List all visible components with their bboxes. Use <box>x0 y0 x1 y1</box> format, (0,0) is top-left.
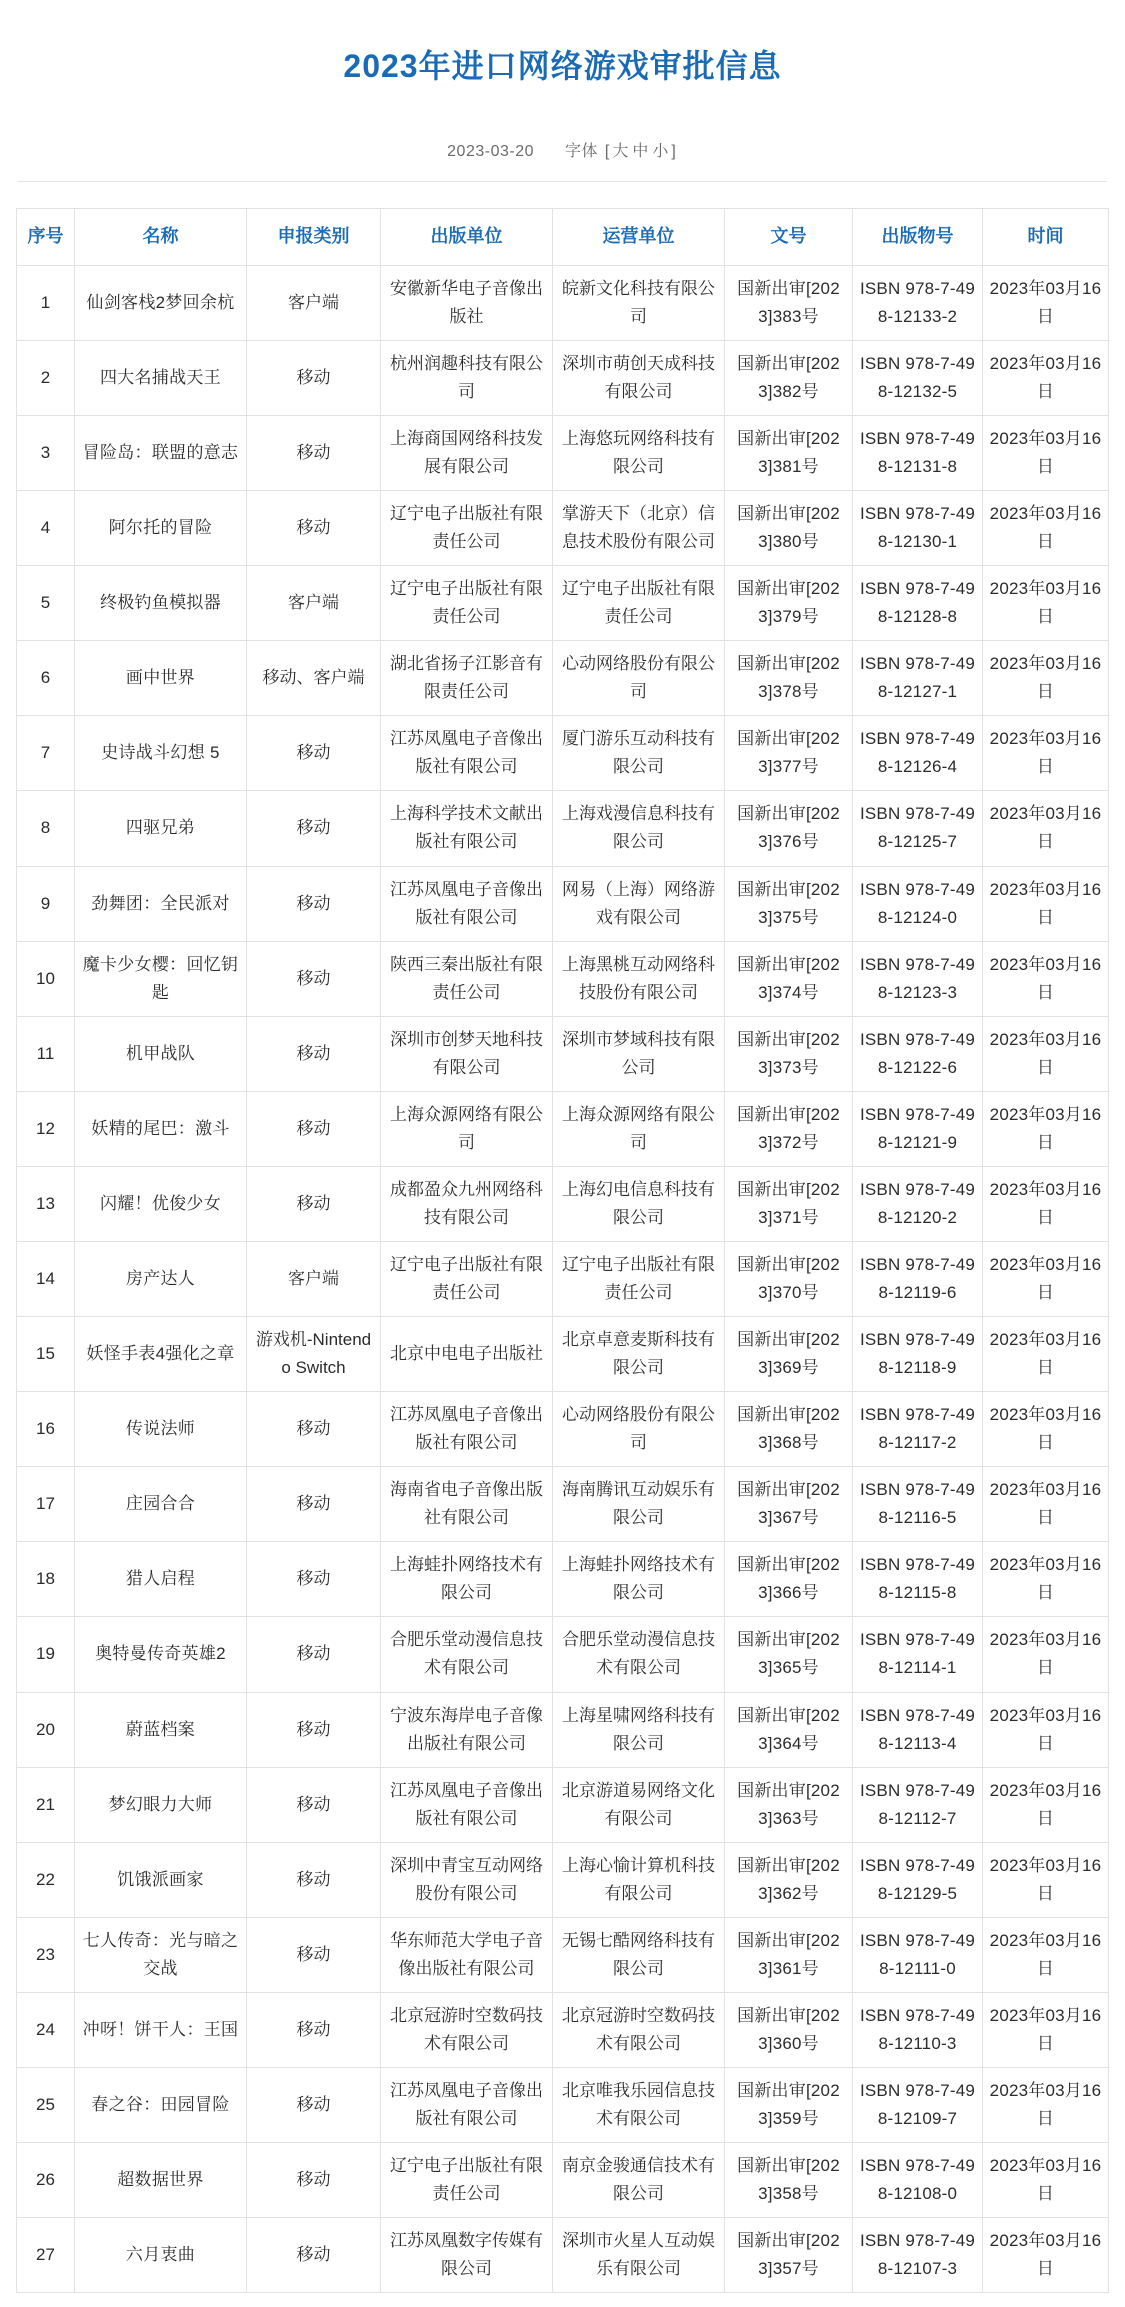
cell-index: 19 <box>17 1617 75 1692</box>
table-container <box>0 182 1125 2307</box>
cell-category: 移动 <box>247 2143 381 2218</box>
cell-date: 2023年03月16日 <box>983 1767 1109 1842</box>
cell-publisher: 深圳中青宝互动网络股份有限公司 <box>381 1842 553 1917</box>
cell-operator: 心动网络股份有限公司 <box>553 1392 725 1467</box>
table-row <box>17 1241 1109 1316</box>
cell-index: 14 <box>17 1241 75 1316</box>
table-row <box>17 1842 1109 1917</box>
cell-name: 妖精的尾巴：激斗 <box>75 1091 247 1166</box>
cell-date: 2023年03月16日 <box>983 1166 1109 1241</box>
cell-name: 房产达人 <box>75 1241 247 1316</box>
column-header-category: 申报类别 <box>247 209 381 266</box>
table-row <box>17 641 1109 716</box>
cell-publisher: 安徽新华电子音像出版社 <box>381 265 553 340</box>
cell-doc-no: 国新出审[2023]383号 <box>725 265 853 340</box>
table-row <box>17 1317 1109 1392</box>
cell-doc-no: 国新出审[2023]365号 <box>725 1617 853 1692</box>
cell-name: 史诗战斗幻想 5 <box>75 716 247 791</box>
cell-publisher: 辽宁电子出版社有限责任公司 <box>381 1241 553 1316</box>
cell-doc-no: 国新出审[2023]358号 <box>725 2143 853 2218</box>
table-row <box>17 1992 1109 2067</box>
cell-category: 移动 <box>247 1767 381 1842</box>
cell-operator: 北京唯我乐园信息技术有限公司 <box>553 2068 725 2143</box>
table-row <box>17 1467 1109 1542</box>
cell-category: 移动 <box>247 1617 381 1692</box>
cell-name: 冒险岛：联盟的意志 <box>75 415 247 490</box>
cell-doc-no: 国新出审[2023]359号 <box>725 2068 853 2143</box>
cell-isbn: ISBN 978-7-498-12107-3 <box>853 2218 983 2293</box>
cell-operator: 深圳市萌创天成科技有限公司 <box>553 340 725 415</box>
cell-isbn: ISBN 978-7-498-12126-4 <box>853 716 983 791</box>
cell-category: 客户端 <box>247 1241 381 1316</box>
cell-index: 11 <box>17 1016 75 1091</box>
cell-name: 超数据世界 <box>75 2143 247 2218</box>
cell-isbn: ISBN 978-7-498-12112-7 <box>853 1767 983 1842</box>
cell-operator: 皖新文化科技有限公司 <box>553 265 725 340</box>
cell-index: 24 <box>17 1992 75 2067</box>
cell-isbn: ISBN 978-7-498-12110-3 <box>853 1992 983 2067</box>
cell-doc-no: 国新出审[2023]364号 <box>725 1692 853 1767</box>
cell-category: 游戏机-Nintendo Switch <box>247 1317 381 1392</box>
cell-publisher: 上海众源网络有限公司 <box>381 1091 553 1166</box>
cell-date: 2023年03月16日 <box>983 265 1109 340</box>
table-row <box>17 1166 1109 1241</box>
cell-operator: 无锡七酷网络科技有限公司 <box>553 1917 725 1992</box>
cell-operator: 掌游天下（北京）信息技术股份有限公司 <box>553 491 725 566</box>
cell-date: 2023年03月16日 <box>983 791 1109 866</box>
cell-publisher: 北京中电电子出版社 <box>381 1317 553 1392</box>
column-header-name: 名称 <box>75 209 247 266</box>
cell-publisher: 江苏凤凰电子音像出版社有限公司 <box>381 1392 553 1467</box>
cell-name: 妖怪手表4强化之章 <box>75 1317 247 1392</box>
cell-date: 2023年03月16日 <box>983 1016 1109 1091</box>
cell-isbn: ISBN 978-7-498-12114-1 <box>853 1617 983 1692</box>
cell-index: 12 <box>17 1091 75 1166</box>
cell-name: 庄园合合 <box>75 1467 247 1542</box>
cell-publisher: 江苏凤凰电子音像出版社有限公司 <box>381 1767 553 1842</box>
table-row <box>17 1617 1109 1692</box>
table-row <box>17 1917 1109 1992</box>
cell-doc-no: 国新出审[2023]374号 <box>725 941 853 1016</box>
cell-publisher: 深圳市创梦天地科技有限公司 <box>381 1016 553 1091</box>
table-row <box>17 1016 1109 1091</box>
cell-category: 移动 <box>247 1917 381 1992</box>
cell-date: 2023年03月16日 <box>983 415 1109 490</box>
cell-operator: 上海幻电信息科技有限公司 <box>553 1166 725 1241</box>
cell-isbn: ISBN 978-7-498-12118-9 <box>853 1317 983 1392</box>
page-title: 2023年进口网络游戏审批信息 <box>343 48 782 85</box>
cell-isbn: ISBN 978-7-498-12115-8 <box>853 1542 983 1617</box>
cell-name: 冲呀！饼干人：王国 <box>75 1992 247 2067</box>
cell-name: 仙剑客栈2梦回余杭 <box>75 265 247 340</box>
table-row <box>17 1542 1109 1617</box>
cell-category: 移动 <box>247 2068 381 2143</box>
cell-operator: 上海黑桃互动网络科技股份有限公司 <box>553 941 725 1016</box>
cell-operator: 北京冠游时空数码技术有限公司 <box>553 1992 725 2067</box>
cell-operator: 北京卓意麦斯科技有限公司 <box>553 1317 725 1392</box>
table-row <box>17 791 1109 866</box>
table-body <box>17 265 1109 2293</box>
cell-date: 2023年03月16日 <box>983 1241 1109 1316</box>
cell-index: 17 <box>17 1467 75 1542</box>
cell-doc-no: 国新出审[2023]375号 <box>725 866 853 941</box>
table-row <box>17 566 1109 641</box>
cell-doc-no: 国新出审[2023]361号 <box>725 1917 853 1992</box>
page-root <box>0 21 1125 2307</box>
table-row <box>17 941 1109 1016</box>
cell-date: 2023年03月16日 <box>983 491 1109 566</box>
cell-doc-no: 国新出审[2023]373号 <box>725 1016 853 1091</box>
cell-index: 16 <box>17 1392 75 1467</box>
cell-category: 移动 <box>247 866 381 941</box>
cell-doc-no: 国新出审[2023]360号 <box>725 1992 853 2067</box>
bracket-open: [ <box>604 143 612 161</box>
cell-isbn: ISBN 978-7-498-12127-1 <box>853 641 983 716</box>
cell-name: 机甲战队 <box>75 1016 247 1091</box>
cell-publisher: 江苏凤凰电子音像出版社有限公司 <box>381 866 553 941</box>
cell-index: 7 <box>17 716 75 791</box>
column-header-publisher: 出版单位 <box>381 209 553 266</box>
cell-category: 移动 <box>247 716 381 791</box>
table-header-row <box>17 209 1109 266</box>
column-header-date: 时间 <box>983 209 1109 266</box>
cell-isbn: ISBN 978-7-498-12116-5 <box>853 1467 983 1542</box>
cell-date: 2023年03月16日 <box>983 1467 1109 1542</box>
cell-operator: 心动网络股份有限公司 <box>553 641 725 716</box>
cell-name: 终极钓鱼模拟器 <box>75 566 247 641</box>
cell-date: 2023年03月16日 <box>983 1091 1109 1166</box>
cell-doc-no: 国新出审[2023]367号 <box>725 1467 853 1542</box>
cell-publisher: 江苏凤凰电子音像出版社有限公司 <box>381 2068 553 2143</box>
table-row <box>17 265 1109 340</box>
table-row <box>17 1692 1109 1767</box>
cell-isbn: ISBN 978-7-498-12130-1 <box>853 491 983 566</box>
table-row <box>17 2218 1109 2293</box>
table-row <box>17 2143 1109 2218</box>
cell-isbn: ISBN 978-7-498-12122-6 <box>853 1016 983 1091</box>
cell-operator: 南京金骏通信技术有限公司 <box>553 2143 725 2218</box>
cell-isbn: ISBN 978-7-498-12133-2 <box>853 265 983 340</box>
cell-date: 2023年03月16日 <box>983 2068 1109 2143</box>
cell-publisher: 成都盈众九州网络科技有限公司 <box>381 1166 553 1241</box>
cell-publisher: 上海蛙扑网络技术有限公司 <box>381 1542 553 1617</box>
cell-date: 2023年03月16日 <box>983 1917 1109 1992</box>
cell-isbn: ISBN 978-7-498-12121-9 <box>853 1091 983 1166</box>
cell-date: 2023年03月16日 <box>983 2218 1109 2293</box>
cell-date: 2023年03月16日 <box>983 941 1109 1016</box>
cell-publisher: 湖北省扬子江影音有限责任公司 <box>381 641 553 716</box>
cell-index: 26 <box>17 2143 75 2218</box>
article-meta <box>0 116 1125 181</box>
cell-index: 22 <box>17 1842 75 1917</box>
cell-index: 20 <box>17 1692 75 1767</box>
cell-index: 13 <box>17 1166 75 1241</box>
cell-operator: 厦门游乐互动科技有限公司 <box>553 716 725 791</box>
cell-name: 四驱兄弟 <box>75 791 247 866</box>
cell-doc-no: 国新出审[2023]381号 <box>725 415 853 490</box>
cell-publisher: 宁波东海岸电子音像出版社有限公司 <box>381 1692 553 1767</box>
cell-publisher: 辽宁电子出版社有限责任公司 <box>381 491 553 566</box>
cell-publisher: 辽宁电子出版社有限责任公司 <box>381 566 553 641</box>
table-row <box>17 1767 1109 1842</box>
cell-doc-no: 国新出审[2023]369号 <box>725 1317 853 1392</box>
approval-table <box>16 208 1109 2293</box>
cell-publisher: 华东师范大学电子音像出版社有限公司 <box>381 1917 553 1992</box>
cell-publisher: 辽宁电子出版社有限责任公司 <box>381 2143 553 2218</box>
table-row <box>17 1091 1109 1166</box>
cell-operator: 网易（上海）网络游戏有限公司 <box>553 866 725 941</box>
cell-isbn: ISBN 978-7-498-12117-2 <box>853 1392 983 1467</box>
cell-publisher: 上海商国网络科技发展有限公司 <box>381 415 553 490</box>
cell-category: 移动 <box>247 1992 381 2067</box>
cell-date: 2023年03月16日 <box>983 1992 1109 2067</box>
cell-doc-no: 国新出审[2023]363号 <box>725 1767 853 1842</box>
publish-date: 2023-03-20 <box>447 143 534 161</box>
cell-isbn: ISBN 978-7-498-12123-3 <box>853 941 983 1016</box>
cell-category: 移动 <box>247 1016 381 1091</box>
cell-name: 饥饿派画家 <box>75 1842 247 1917</box>
cell-name: 魔卡少女樱：回忆钥匙 <box>75 941 247 1016</box>
cell-doc-no: 国新出审[2023]371号 <box>725 1166 853 1241</box>
cell-doc-no: 国新出审[2023]376号 <box>725 791 853 866</box>
cell-category: 移动 <box>247 1091 381 1166</box>
cell-date: 2023年03月16日 <box>983 566 1109 641</box>
cell-isbn: ISBN 978-7-498-12131-8 <box>853 415 983 490</box>
cell-index: 27 <box>17 2218 75 2293</box>
cell-index: 4 <box>17 491 75 566</box>
cell-isbn: ISBN 978-7-498-12132-5 <box>853 340 983 415</box>
table-row <box>17 415 1109 490</box>
font-size-label: 字体 <box>564 143 598 161</box>
cell-publisher: 北京冠游时空数码技术有限公司 <box>381 1992 553 2067</box>
cell-date: 2023年03月16日 <box>983 716 1109 791</box>
cell-name: 猎人启程 <box>75 1542 247 1617</box>
cell-date: 2023年03月16日 <box>983 1692 1109 1767</box>
cell-operator: 辽宁电子出版社有限责任公司 <box>553 1241 725 1316</box>
cell-operator: 深圳市火星人互动娱乐有限公司 <box>553 2218 725 2293</box>
cell-category: 移动、客户端 <box>247 641 381 716</box>
cell-category: 移动 <box>247 415 381 490</box>
cell-publisher: 江苏凤凰数字传媒有限公司 <box>381 2218 553 2293</box>
cell-category: 移动 <box>247 1166 381 1241</box>
cell-doc-no: 国新出审[2023]380号 <box>725 491 853 566</box>
cell-index: 9 <box>17 866 75 941</box>
cell-name: 劲舞团：全民派对 <box>75 866 247 941</box>
cell-doc-no: 国新出审[2023]362号 <box>725 1842 853 1917</box>
cell-doc-no: 国新出审[2023]366号 <box>725 1542 853 1617</box>
cell-isbn: ISBN 978-7-498-12111-0 <box>853 1917 983 1992</box>
cell-index: 3 <box>17 415 75 490</box>
table-head <box>17 209 1109 266</box>
bracket-close: ] <box>671 143 678 161</box>
cell-doc-no: 国新出审[2023]382号 <box>725 340 853 415</box>
cell-category: 移动 <box>247 491 381 566</box>
cell-isbn: ISBN 978-7-498-12108-0 <box>853 2143 983 2218</box>
cell-category: 客户端 <box>247 566 381 641</box>
cell-date: 2023年03月16日 <box>983 340 1109 415</box>
table-row <box>17 491 1109 566</box>
cell-isbn: ISBN 978-7-498-12125-7 <box>853 791 983 866</box>
cell-name: 七人传奇：光与暗之交战 <box>75 1917 247 1992</box>
cell-doc-no: 国新出审[2023]379号 <box>725 566 853 641</box>
cell-name: 六月衷曲 <box>75 2218 247 2293</box>
cell-name: 梦幻眼力大师 <box>75 1767 247 1842</box>
cell-operator: 上海心愉计算机科技有限公司 <box>553 1842 725 1917</box>
cell-publisher: 合肥乐堂动漫信息技术有限公司 <box>381 1617 553 1692</box>
cell-isbn: ISBN 978-7-498-12113-4 <box>853 1692 983 1767</box>
cell-date: 2023年03月16日 <box>983 1317 1109 1392</box>
cell-operator: 上海众源网络有限公司 <box>553 1091 725 1166</box>
cell-index: 10 <box>17 941 75 1016</box>
cell-date: 2023年03月16日 <box>983 1542 1109 1617</box>
table-row <box>17 1392 1109 1467</box>
cell-publisher: 杭州润趣科技有限公司 <box>381 340 553 415</box>
cell-name: 春之谷：田园冒险 <box>75 2068 247 2143</box>
cell-category: 客户端 <box>247 265 381 340</box>
table-row <box>17 716 1109 791</box>
cell-category: 移动 <box>247 1692 381 1767</box>
cell-operator: 合肥乐堂动漫信息技术有限公司 <box>553 1617 725 1692</box>
cell-index: 6 <box>17 641 75 716</box>
font-size-medium[interactable]: 中 <box>632 143 651 161</box>
cell-doc-no: 国新出审[2023]378号 <box>725 641 853 716</box>
table-row <box>17 340 1109 415</box>
font-size-controls <box>605 143 678 160</box>
cell-category: 移动 <box>247 340 381 415</box>
cell-index: 5 <box>17 566 75 641</box>
cell-name: 画中世界 <box>75 641 247 716</box>
cell-publisher: 江苏凤凰电子音像出版社有限公司 <box>381 716 553 791</box>
cell-isbn: ISBN 978-7-498-12129-5 <box>853 1842 983 1917</box>
column-header-index: 序号 <box>17 209 75 266</box>
cell-isbn: ISBN 978-7-498-12109-7 <box>853 2068 983 2143</box>
cell-isbn: ISBN 978-7-498-12128-8 <box>853 566 983 641</box>
cell-name: 奥特曼传奇英雄2 <box>75 1617 247 1692</box>
cell-doc-no: 国新出审[2023]368号 <box>725 1392 853 1467</box>
cell-isbn: ISBN 978-7-498-12119-6 <box>853 1241 983 1316</box>
cell-category: 移动 <box>247 791 381 866</box>
column-header-isbn: 出版物号 <box>853 209 983 266</box>
cell-category: 移动 <box>247 1842 381 1917</box>
cell-publisher: 上海科学技术文献出版社有限公司 <box>381 791 553 866</box>
cell-category: 移动 <box>247 941 381 1016</box>
table-row <box>17 2068 1109 2143</box>
cell-category: 移动 <box>247 1467 381 1542</box>
cell-operator: 上海星啸网络科技有限公司 <box>553 1692 725 1767</box>
cell-operator: 辽宁电子出版社有限责任公司 <box>553 566 725 641</box>
cell-date: 2023年03月16日 <box>983 641 1109 716</box>
cell-index: 25 <box>17 2068 75 2143</box>
cell-index: 8 <box>17 791 75 866</box>
cell-operator: 海南腾讯互动娱乐有限公司 <box>553 1467 725 1542</box>
cell-doc-no: 国新出审[2023]372号 <box>725 1091 853 1166</box>
cell-index: 15 <box>17 1317 75 1392</box>
cell-doc-no: 国新出审[2023]377号 <box>725 716 853 791</box>
cell-operator: 上海蛙扑网络技术有限公司 <box>553 1542 725 1617</box>
cell-index: 2 <box>17 340 75 415</box>
cell-category: 移动 <box>247 1542 381 1617</box>
cell-doc-no: 国新出审[2023]370号 <box>725 1241 853 1316</box>
font-size-small[interactable]: 小 <box>652 143 671 161</box>
cell-date: 2023年03月16日 <box>983 2143 1109 2218</box>
cell-category: 移动 <box>247 1392 381 1467</box>
cell-index: 21 <box>17 1767 75 1842</box>
cell-doc-no: 国新出审[2023]357号 <box>725 2218 853 2293</box>
cell-operator: 深圳市梦域科技有限公司 <box>553 1016 725 1091</box>
cell-name: 传说法师 <box>75 1392 247 1467</box>
cell-category: 移动 <box>247 2218 381 2293</box>
table-row <box>17 866 1109 941</box>
cell-date: 2023年03月16日 <box>983 1392 1109 1467</box>
cell-name: 蔚蓝档案 <box>75 1692 247 1767</box>
column-header-operator: 运营单位 <box>553 209 725 266</box>
cell-name: 阿尔托的冒险 <box>75 491 247 566</box>
column-header-doc-no: 文号 <box>725 209 853 266</box>
cell-operator: 北京游道易网络文化有限公司 <box>553 1767 725 1842</box>
cell-publisher: 海南省电子音像出版社有限公司 <box>381 1467 553 1542</box>
cell-publisher: 陕西三秦出版社有限责任公司 <box>381 941 553 1016</box>
cell-isbn: ISBN 978-7-498-12124-0 <box>853 866 983 941</box>
cell-name: 四大名捕战天王 <box>75 340 247 415</box>
cell-date: 2023年03月16日 <box>983 1617 1109 1692</box>
cell-date: 2023年03月16日 <box>983 1842 1109 1917</box>
cell-operator: 上海悠玩网络科技有限公司 <box>553 415 725 490</box>
cell-index: 23 <box>17 1917 75 1992</box>
cell-index: 1 <box>17 265 75 340</box>
cell-date: 2023年03月16日 <box>983 866 1109 941</box>
font-size-large[interactable]: 大 <box>612 143 631 161</box>
cell-index: 18 <box>17 1542 75 1617</box>
cell-isbn: ISBN 978-7-498-12120-2 <box>853 1166 983 1241</box>
cell-operator: 上海戏漫信息科技有限公司 <box>553 791 725 866</box>
cell-name: 闪耀！优俊少女 <box>75 1166 247 1241</box>
